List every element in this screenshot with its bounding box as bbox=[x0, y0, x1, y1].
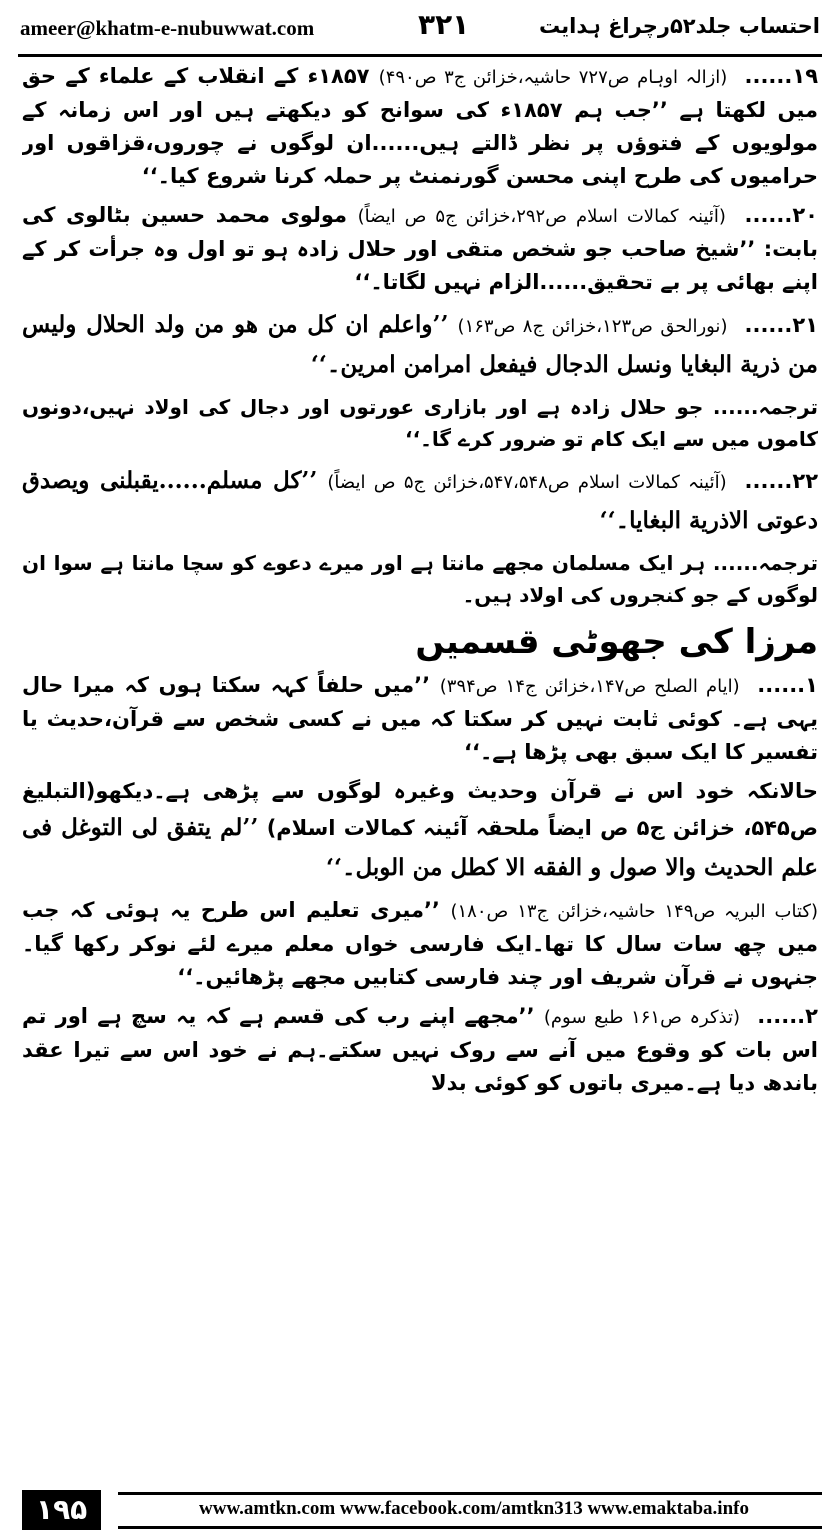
citation: (نورالحق ص۱۲۳،خزائن ج۸ ص۱۶۳) bbox=[457, 316, 728, 337]
entry-text: ۱۸۵۷ء کے انقلاب کے علماء کے حق میں لکھتا ہے ’’جب ہم ۱۸۵۷ء کی سوانح کو دیکھتے ہیں اور اس زمانہ کے مولویوں کے فتوؤں پر نظر ڈالتے ہیں......ان لوگوں نے چوروں،قزاقوں اور حرامیوں کی طرح اپنی محسن گورنمنٹ پر حملہ کرنا شروع کیا۔‘‘ bbox=[22, 64, 818, 188]
footer-rule-top bbox=[118, 1492, 822, 1495]
header-book-title: احتساب جلد۵۲رچراغ ہدایت bbox=[539, 14, 820, 38]
footer-page-number: ۱۹۵ bbox=[22, 1490, 101, 1530]
entry-text: ’’میں حلفاً کہہ سکتا ہوں کہ میرا حال یہی ہے۔ کوئی ثابت نہیں کر سکتا کہ میں نے کسی شخص سے قرآن،حدیث یا تفسیر کا ایک سبق بھی پڑھا ہے۔‘‘ bbox=[22, 673, 818, 764]
translation-22: ترجمہ...... ہر ایک مسلمان مجھے مانتا ہے اور میرے دعوے کو سچا مانتا ہے سوا ان لوگوں کے جو کنجروں کی اولاد ہیں۔ bbox=[22, 551, 818, 607]
citation: (تذکرہ ص۱۶۱ طبع سوم) bbox=[543, 1007, 741, 1028]
section-heading: مرزا کی جھوٹی قسمیں bbox=[415, 622, 818, 662]
oath-1-second bbox=[22, 894, 818, 994]
translation-21: ترجمہ...... جو حلال زادہ ہے اور بازاری عورتوں اور دجال کی اولاد نہیں،دونوں کاموں میں سے ایک کام تو ضرور کرے گا۔‘‘ bbox=[22, 395, 818, 451]
citation: (ازالہ اوہام ص۷۲۷ حاشیہ،خزائن ج۳ ص۴۹۰) bbox=[378, 67, 728, 88]
footer-links: www.amtkn.com www.facebook.com/amtkn313 www.emaktaba.info bbox=[199, 1498, 749, 1519]
entry-20 bbox=[22, 199, 818, 299]
arabic-quote: ’’واعلم ان کل من هو من ولد الحلال وليس من ذرية البغايا ونسل الدجال فيفعل امرامن امرين۔‘‘ bbox=[22, 311, 818, 378]
page-footer bbox=[18, 1490, 822, 1534]
entry-text: ’’میری تعلیم اس طرح یہ ہوئی کہ جب میں چھ سات سال کا تھا۔ایک فارسی خواں معلم میرے لئے نوکر رکھا گیا۔جنہوں نے قرآن شریف اور چند فارسی کتابیں مجھے پڑھائیں۔‘‘ bbox=[22, 898, 818, 989]
citation: (آئینہ کمالات اسلام ص۵۴۷،۵۴۸،خزائن ج۵ ص ایضاً) bbox=[327, 472, 727, 493]
header-rule bbox=[18, 54, 822, 57]
entry-number: ۲...... bbox=[757, 1004, 818, 1028]
entry-number: ۲۰...... bbox=[744, 203, 818, 227]
entry-text: مولوی محمد حسین بٹالوی کی بابت: ’’شیخ صاحب جو شخص متقی اور حلال زادہ ہو تو اول وہ جرأت کر کے اپنے بھائی پر بے تحقیق......الزام نہیں لگاتا۔‘‘ bbox=[22, 203, 818, 294]
citation: (آئینہ کمالات اسلام ص۲۹۲،خزائن ج۵ ص ایضاً) bbox=[357, 206, 726, 227]
header-page-number: ۳۲۱ bbox=[418, 8, 470, 41]
entry-number: ۱۹...... bbox=[744, 64, 818, 88]
arabic-quote: ’’کل مسلم......يقبلنى ويصدق دعوتى الاذرية البغايا۔‘‘ bbox=[22, 467, 818, 534]
oath-2 bbox=[22, 1000, 818, 1100]
entry-number: ۲۲...... bbox=[744, 469, 818, 493]
oath-1-note bbox=[22, 775, 818, 888]
entry-number: ۱...... bbox=[757, 673, 818, 697]
footer-rule-bottom bbox=[118, 1526, 822, 1529]
entry-text: ’’مجھے اپنے رب کی قسم ہے کہ یہ سچ ہے اور تم اس بات کو وقوع میں آنے سے روک نہیں سکتے۔ہم نے خود اس سے تیرا عقد باندھ دیا ہے۔میری باتوں کو کوئی بدلا bbox=[22, 1004, 818, 1095]
arabic-quote: ’’لم يتفق لى التوغل فى علم الحديث والا صول و الفقه الا كطل من الوبل۔‘‘ bbox=[22, 814, 818, 881]
entry-19 bbox=[22, 60, 818, 193]
note-text: حالانکہ خود اس نے قرآن وحدیث وغیرہ لوگوں سے پڑھی ہے۔دیکھو(التبلیغ ص۵۴۵، خزائن ج۵ ص ایضاً ملحقہ آئینہ کمالات اسلام) bbox=[22, 779, 818, 840]
entry-22 bbox=[22, 461, 818, 541]
page-header bbox=[18, 6, 822, 54]
entry-21 bbox=[22, 305, 818, 385]
entry-number: ۲۱...... bbox=[744, 313, 818, 337]
header-email: ameer@khatm-e-nubuwwat.com bbox=[20, 16, 315, 40]
oath-1 bbox=[22, 669, 818, 769]
citation: (کتاب البریہ ص۱۴۹ حاشیہ،خزائن ج۱۳ ص۱۸۰) bbox=[450, 901, 818, 922]
citation: (ایام الصلح ص۱۴۷،خزائن ج۱۴ ص۳۹۴) bbox=[439, 676, 740, 697]
page-body bbox=[22, 60, 818, 1480]
